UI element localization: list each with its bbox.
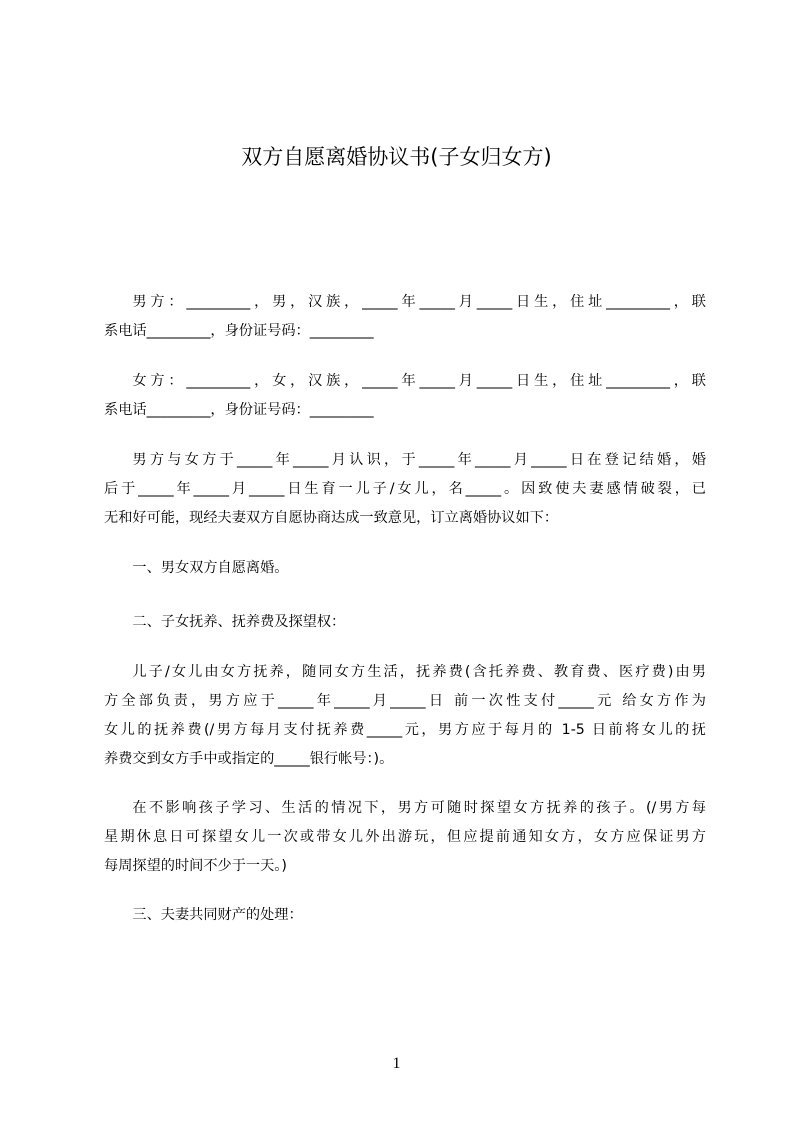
male-info-line-1: 男方：_________，男，汉族，_____年_____月_____日生，住址_________，联 [132,294,706,310]
visitation-line-1: 在不影响孩子学习、生活的情况下，男方可随时探望女方抚养的孩子。(/男方每 [132,800,706,816]
document-title: 双方自愿离婚协议书(子女归女方) [241,145,552,169]
female-info-paragraph [104,367,706,425]
female-info-line-2: 系电话_________，身份证号码：_________ [104,402,374,418]
section-3-heading: 三、夫妻共同财产的处理： [132,907,303,923]
page-number: 1 [392,1055,401,1072]
male-info-line-2: 系电话_________，身份证号码：_________ [104,323,374,339]
marriage-background-line-3: 无和好可能，现经夫妻双方自愿协商达成一致意见，订立离婚协议如下： [104,510,559,526]
section-1-heading: 一、男女双方自愿离婚。 [132,560,289,576]
marriage-background-paragraph [104,446,706,533]
marriage-background-line-1: 男方与女方于_____年_____月认识，于_____年_____月_____日在登记结婚，婚 [132,452,706,468]
child-support-line-3: 女儿的抚养费(/男方每月支付抚养费_____元，男方应于每月的 1-5 日前将女儿的抚 [104,722,706,738]
section-2-heading: 二、子女抚养、抚养费及探望权： [132,614,346,630]
child-support-line-2: 方全部负责，男方应于_____年_____月_____日 前一次性支付_____元 给女方作为 [104,693,706,709]
female-info-line-1: 女方：_________，女，汉族，_____年_____月_____日生，住址_________，联 [132,373,706,389]
marriage-background-line-2: 后于_____年_____月_____日生育一儿子/女儿，名_____。因致使夫妻感情破裂，已 [104,481,706,497]
child-support-paragraph [104,658,706,774]
child-support-line-4: 养费交到女方手中或指定的_____银行帐号：)。 [104,751,394,767]
visitation-line-2: 星期休息日可探望女儿一次或带女儿外出游玩，但应提前通知女方，女方应保证男方 [104,829,706,845]
visitation-line-3: 每周探望的时间不少于一天。) [104,858,287,874]
visitation-paragraph [104,794,706,881]
male-info-paragraph [104,288,706,346]
child-support-line-1: 儿子/女儿由女方抚养，随同女方生活，抚养费(含托养费、教育费、医疗费)由男 [132,664,706,680]
